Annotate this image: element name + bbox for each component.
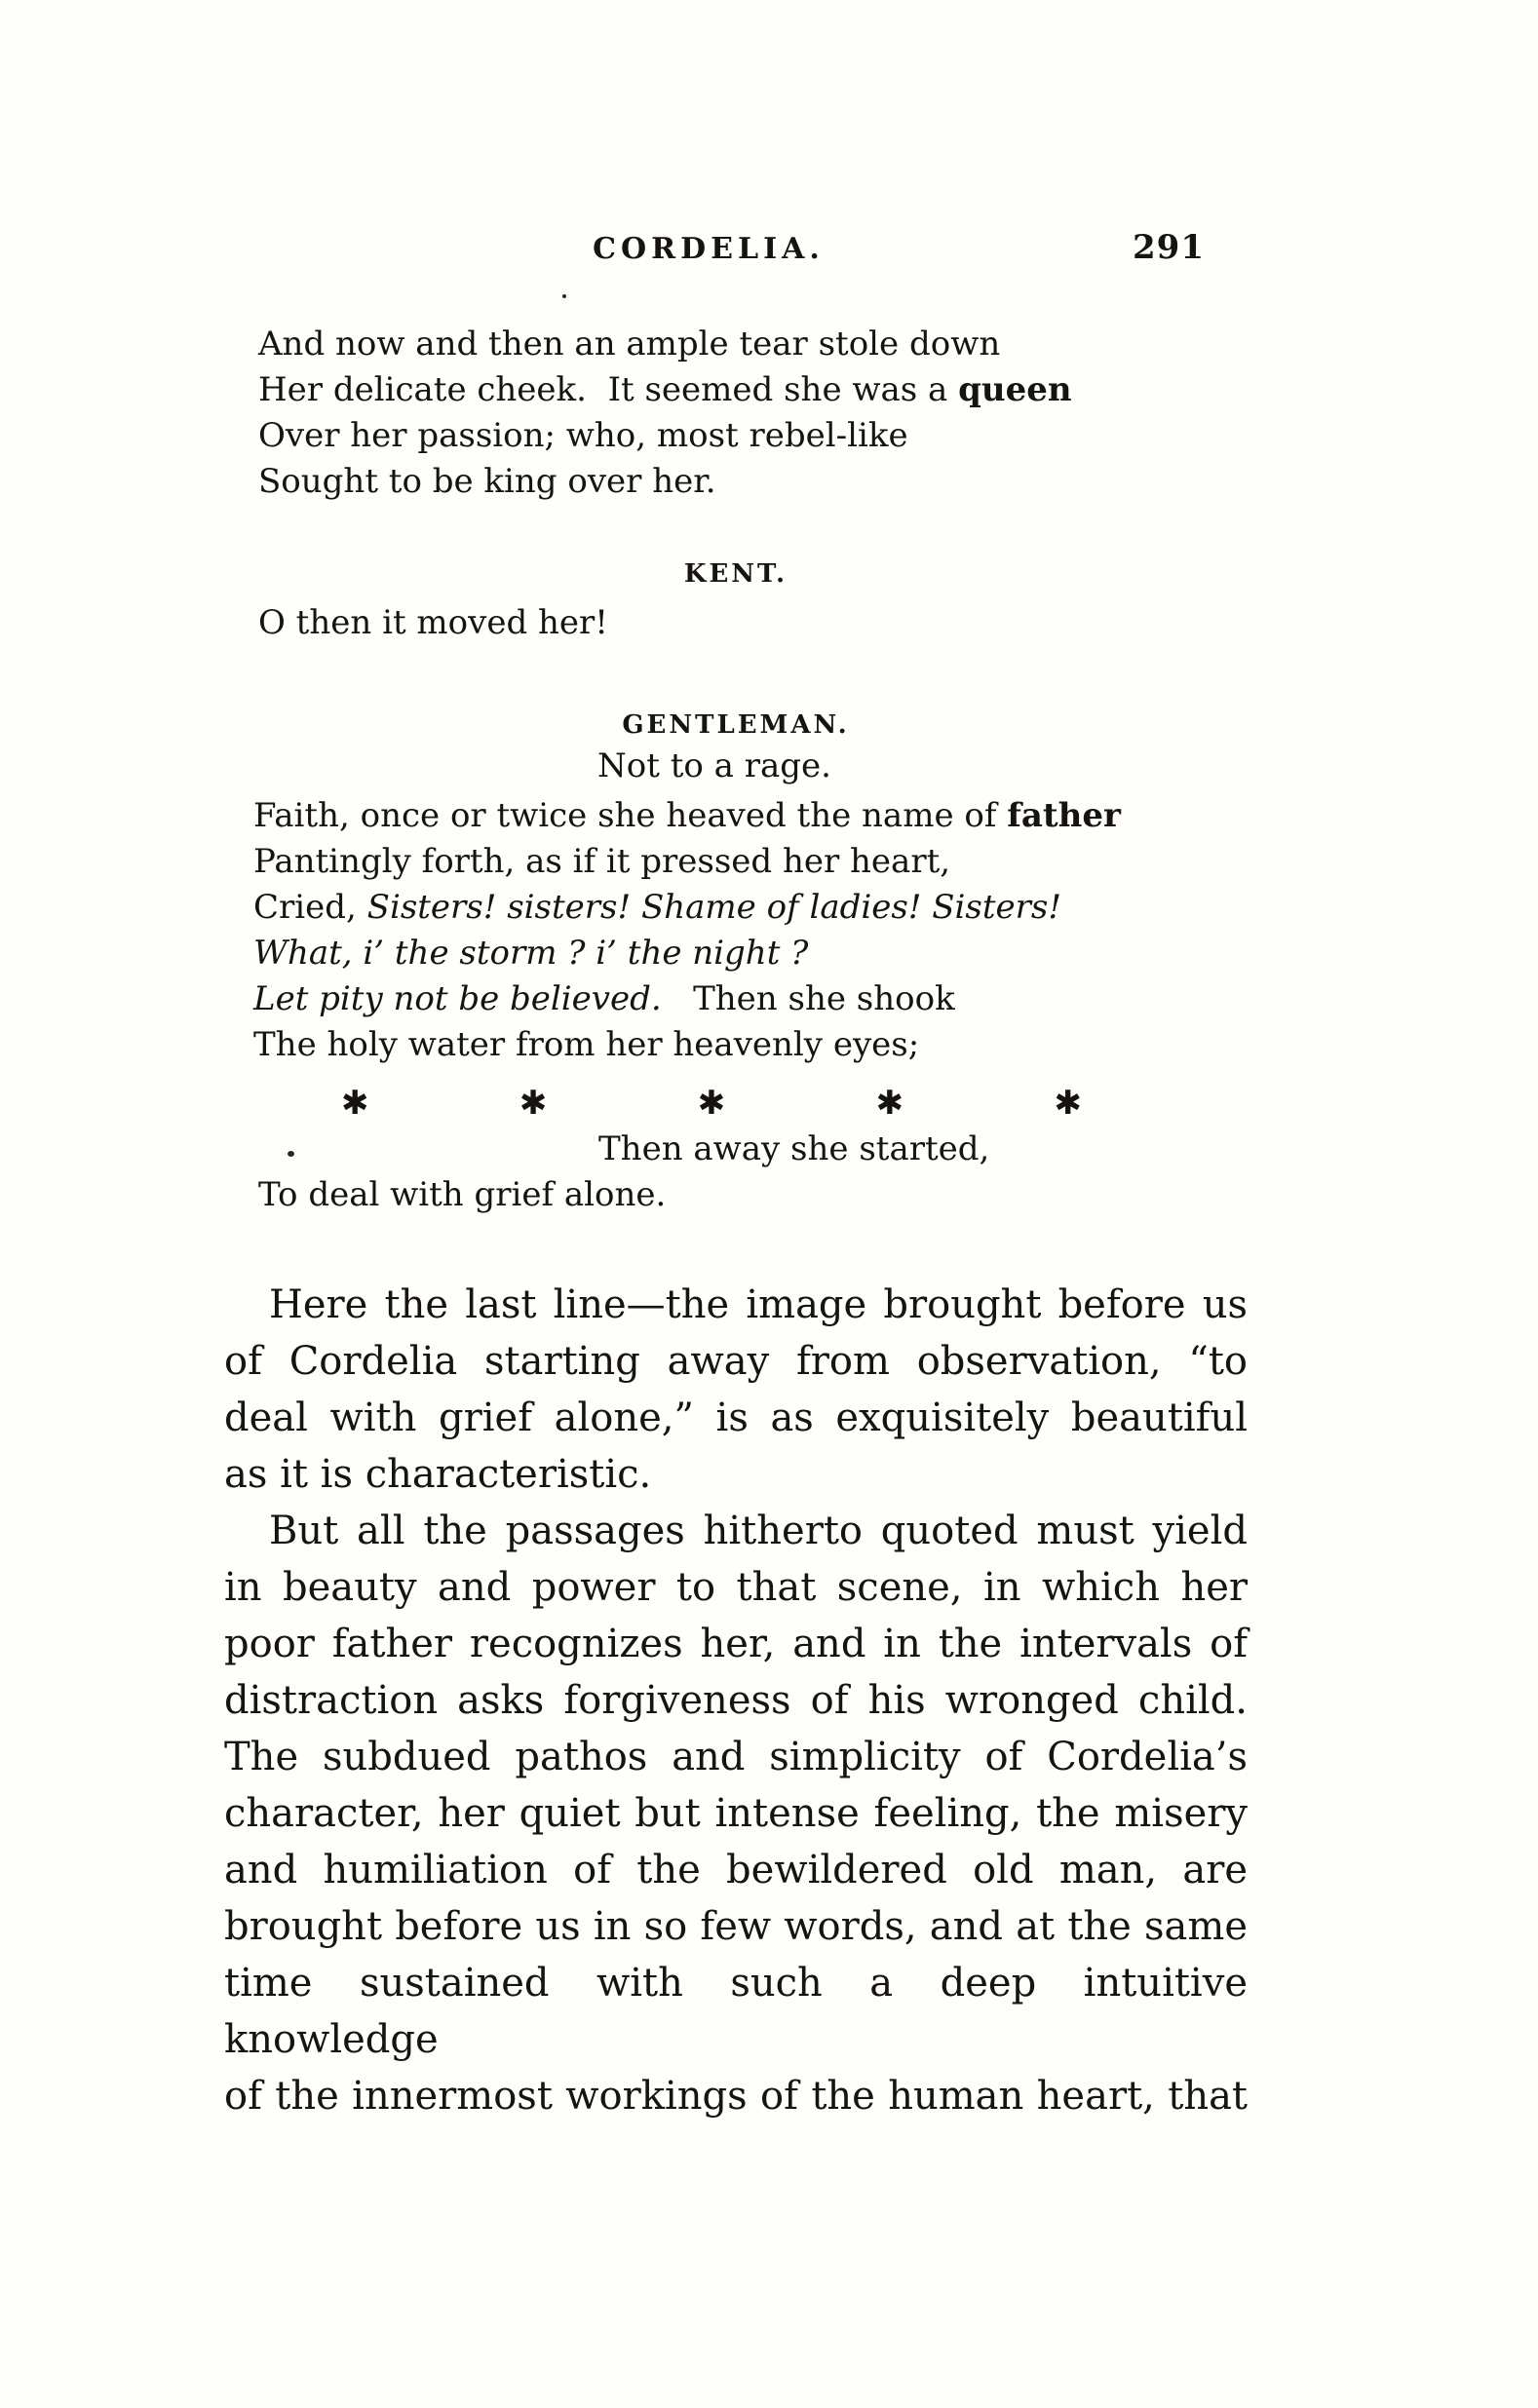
running-header (224, 228, 1248, 271)
page-content (224, 322, 1248, 2124)
gentleman-opening-line: Not to a rage. (597, 746, 831, 785)
asterisk-icon: ✱ (697, 1084, 726, 1123)
prose-line: The subdued pathos and simplicity of Cordelia’s (224, 1735, 1248, 1779)
verse-line (253, 839, 1248, 885)
commentary-paragraph-1 (224, 1277, 1248, 1503)
prose-line: distraction asks forgiveness of his wronged child. (224, 1678, 1248, 1723)
verse-text: Her delicate cheek. It seemed she was a (258, 370, 959, 409)
italic-text: Let pity not be believed. (253, 979, 662, 1018)
verse-text: Over her passion; who, most rebel-like (258, 416, 908, 455)
continuation-line-1: Then away she started, (598, 1129, 990, 1168)
verse-text: Cried, (253, 888, 367, 927)
page-number: 291 (1133, 228, 1205, 267)
verse-text: And now and then an ample tear stole down (258, 325, 1001, 363)
prose-line: Here the last line—the image brought before us (269, 1282, 1248, 1327)
asterisk-icon: ✱ (519, 1084, 548, 1123)
verse-line (258, 367, 1248, 413)
prose-line: of Cordelia starting away from observation, “to (224, 1339, 1248, 1384)
verse-text: Pantingly forth, as if it pressed her heart, (253, 842, 951, 881)
verse-line (253, 793, 1248, 839)
scan-speck (562, 294, 566, 298)
asterisk-icon: ✱ (1054, 1084, 1082, 1123)
lear-quote (224, 322, 1248, 505)
verse-line (253, 1022, 1248, 1068)
prose-line: and humiliation of the bewildered old man, are (224, 1848, 1248, 1892)
italic-text: What, i’ the storm ? i’ the night ? (253, 934, 809, 973)
prose-line: character, her quiet but intense feeling, the misery (224, 1791, 1248, 1836)
prose-line: brought before us in so few words, and at the same (224, 1904, 1248, 1949)
speaker-heading-gentleman: GENTLEMAN. (622, 710, 850, 740)
verse-line (258, 322, 1248, 367)
verse-line (258, 459, 1248, 505)
verse-text: Sought to be king over her. (258, 462, 716, 501)
continuation-line-2: To deal with grief alone. (258, 1175, 667, 1214)
verse-text: Faith, once or twice she heaved the name of (253, 796, 1008, 835)
prose-line: poor father recognizes her, and in the intervals of (224, 1622, 1248, 1666)
commentary (224, 1277, 1248, 2124)
asterisk-divider (341, 1082, 1082, 1125)
prose-line: in beauty and power to that scene, in which her (224, 1565, 1248, 1610)
verse-text: Then she shook (661, 979, 955, 1018)
bold-text: father (1007, 796, 1121, 835)
asterisk-icon: ✱ (875, 1084, 904, 1123)
verse-text: The holy water from her heavenly eyes; (253, 1025, 920, 1064)
verse-line (253, 931, 1248, 976)
speaker-heading-kent: KENT. (683, 559, 788, 589)
page-title: CORDELIA. (593, 232, 825, 266)
verse-line (253, 976, 1248, 1022)
italic-text: Sisters! sisters! Shame of ladies! Sisters! (366, 888, 1062, 927)
prose-line: deal with grief alone,” is as exquisitely beautiful (224, 1395, 1248, 1440)
asterisk-icon: ✱ (341, 1084, 369, 1123)
prose-line: time sustained with such a deep intuitive knowledge (224, 1961, 1248, 2062)
gentleman-quote (224, 793, 1248, 1068)
commentary-paragraph-2 (224, 1503, 1248, 2124)
prose-line: as it is characteristic. (224, 1452, 652, 1497)
prose-line: of the innermost workings of the human heart, that (224, 2074, 1248, 2119)
verse-line (253, 885, 1248, 931)
verse-line (258, 413, 1248, 459)
prose-line: But all the passages hitherto quoted must yield (269, 1509, 1248, 1553)
bold-text: queen (958, 370, 1072, 409)
kent-line: O then it moved her! (258, 603, 608, 642)
